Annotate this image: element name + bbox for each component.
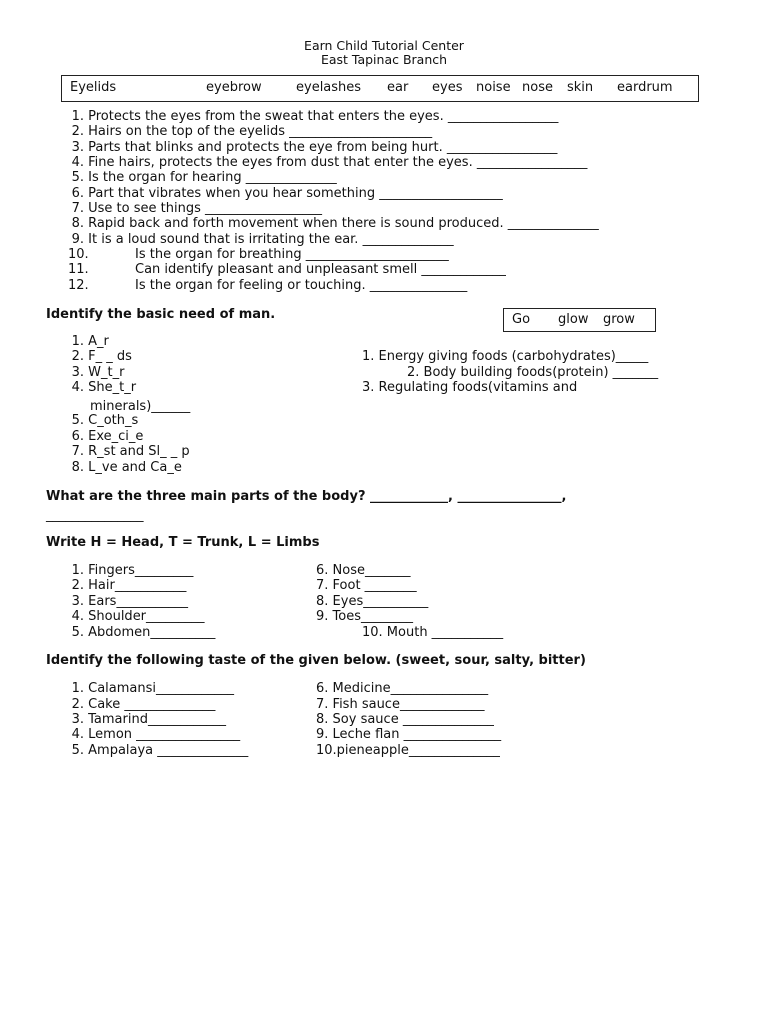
taste-heading: Identify the following taste of the given below. (sweet, sour, salty, bitter) [46,653,586,668]
list-item: 5. Ampalaya ______________ [71,743,249,758]
food-group-word: Go [512,312,531,327]
list-item: 9. It is a loud sound that is irritating the ear. ______________ [71,232,454,247]
word-bank-word: skin [567,80,594,95]
branch-subtitle: East Tapinac Branch [320,52,448,67]
word-bank-box [61,75,699,102]
list-item: 1. Fingers_________ [71,563,194,578]
list-item: 1. Calamansi____________ [71,681,235,696]
word-bank-word: ear [387,80,409,95]
word-bank-word: eyelashes [296,80,362,95]
list-item: 1. A_r [71,334,109,349]
list-item: 3. W_t_r [71,365,125,380]
list-item: 4. Lemon ________________ [71,727,241,742]
word-bank-word: nose [522,80,553,95]
list-item: 7. R_st and Sl_ _ p [71,444,190,459]
list-item: 8. L_ve and Ca_e [71,460,182,475]
list-item: 6. Medicine_______________ [316,681,489,696]
list-item: 5. Is the organ for hearing ______________ [71,170,337,185]
list-item: 4. Fine hairs, protects the eyes from dust that enter the eyes. _________________ [71,155,588,170]
body-parts-blank: _______________ [46,508,144,523]
list-item: 4. Shoulder_________ [71,609,205,624]
head-trunk-limbs-heading: Write H = Head, T = Trunk, L = Limbs [46,535,320,550]
word-bank-word: eardrum [617,80,673,95]
list-item: 6. Nose_______ [316,563,411,578]
food-group-item: 2. Body building foods(protein) _______ [407,365,659,380]
list-item: 3. Ears___________ [71,594,188,609]
word-bank-word: eyes [432,80,463,95]
list-item: 3. Tamarind____________ [71,712,226,727]
list-item: 10. Is the organ for breathing ______________________ [68,247,449,262]
list-item: 2. F_ _ ds [71,349,132,364]
list-item: 11. Can identify pleasant and unpleasant smell _____________ [68,262,506,277]
foods-wrap-text: minerals)______ [90,399,191,414]
list-item: 8. Soy sauce ______________ [316,712,494,727]
list-item: 10. Mouth ___________ [362,625,504,640]
list-item: 9. Toes________ [316,609,413,624]
list-item: 1. Protects the eyes from the sweat that enters the eyes. _________________ [71,109,559,124]
food-group-item: 3. Regulating foods(vitamins and [362,380,578,395]
word-bank-word: eyebrow [206,80,262,95]
list-item: 4. She_t_r [71,380,137,395]
list-item: 6. Part that vibrates when you hear something ___________________ [71,186,503,201]
list-item: 5. C_oth_s [71,413,139,428]
list-item: 2. Hairs on the top of the eyelids ______________________ [71,124,433,139]
list-item: 8. Eyes__________ [316,594,429,609]
basic-needs-heading: Identify the basic need of man. [46,307,276,322]
food-group-word: grow [603,312,635,327]
food-group-box [503,308,656,332]
list-item: 3. Parts that blinks and protects the eye from being hurt. _________________ [71,140,558,155]
list-item: 5. Abdomen__________ [71,625,216,640]
list-item: 2. Hair___________ [71,578,187,593]
list-item: 9. Leche flan _______________ [316,727,502,742]
list-item: 10.pieneapple______________ [316,743,500,758]
list-item: 12. Is the organ for feeling or touching. _______________ [68,278,468,293]
food-group-word: glow [558,312,589,327]
list-item: 7. Foot ________ [316,578,417,593]
center-title: Earn Child Tutorial Center [304,38,464,53]
list-item: 7. Use to see things __________________ [71,201,322,216]
list-item: 2. Cake ______________ [71,697,216,712]
body-parts-question: What are the three main parts of the body? ____________, ________________, [46,489,567,504]
word-bank-word: noise [476,80,511,95]
list-item: 8. Rapid back and forth movement when there is sound produced. ______________ [71,216,599,231]
food-group-item: 1. Energy giving foods (carbohydrates)_____ [362,349,649,364]
list-item: 7. Fish sauce_____________ [316,697,485,712]
word-bank-word: Eyelids [70,80,117,95]
list-item: 6. Exe_ci_e [71,429,144,444]
